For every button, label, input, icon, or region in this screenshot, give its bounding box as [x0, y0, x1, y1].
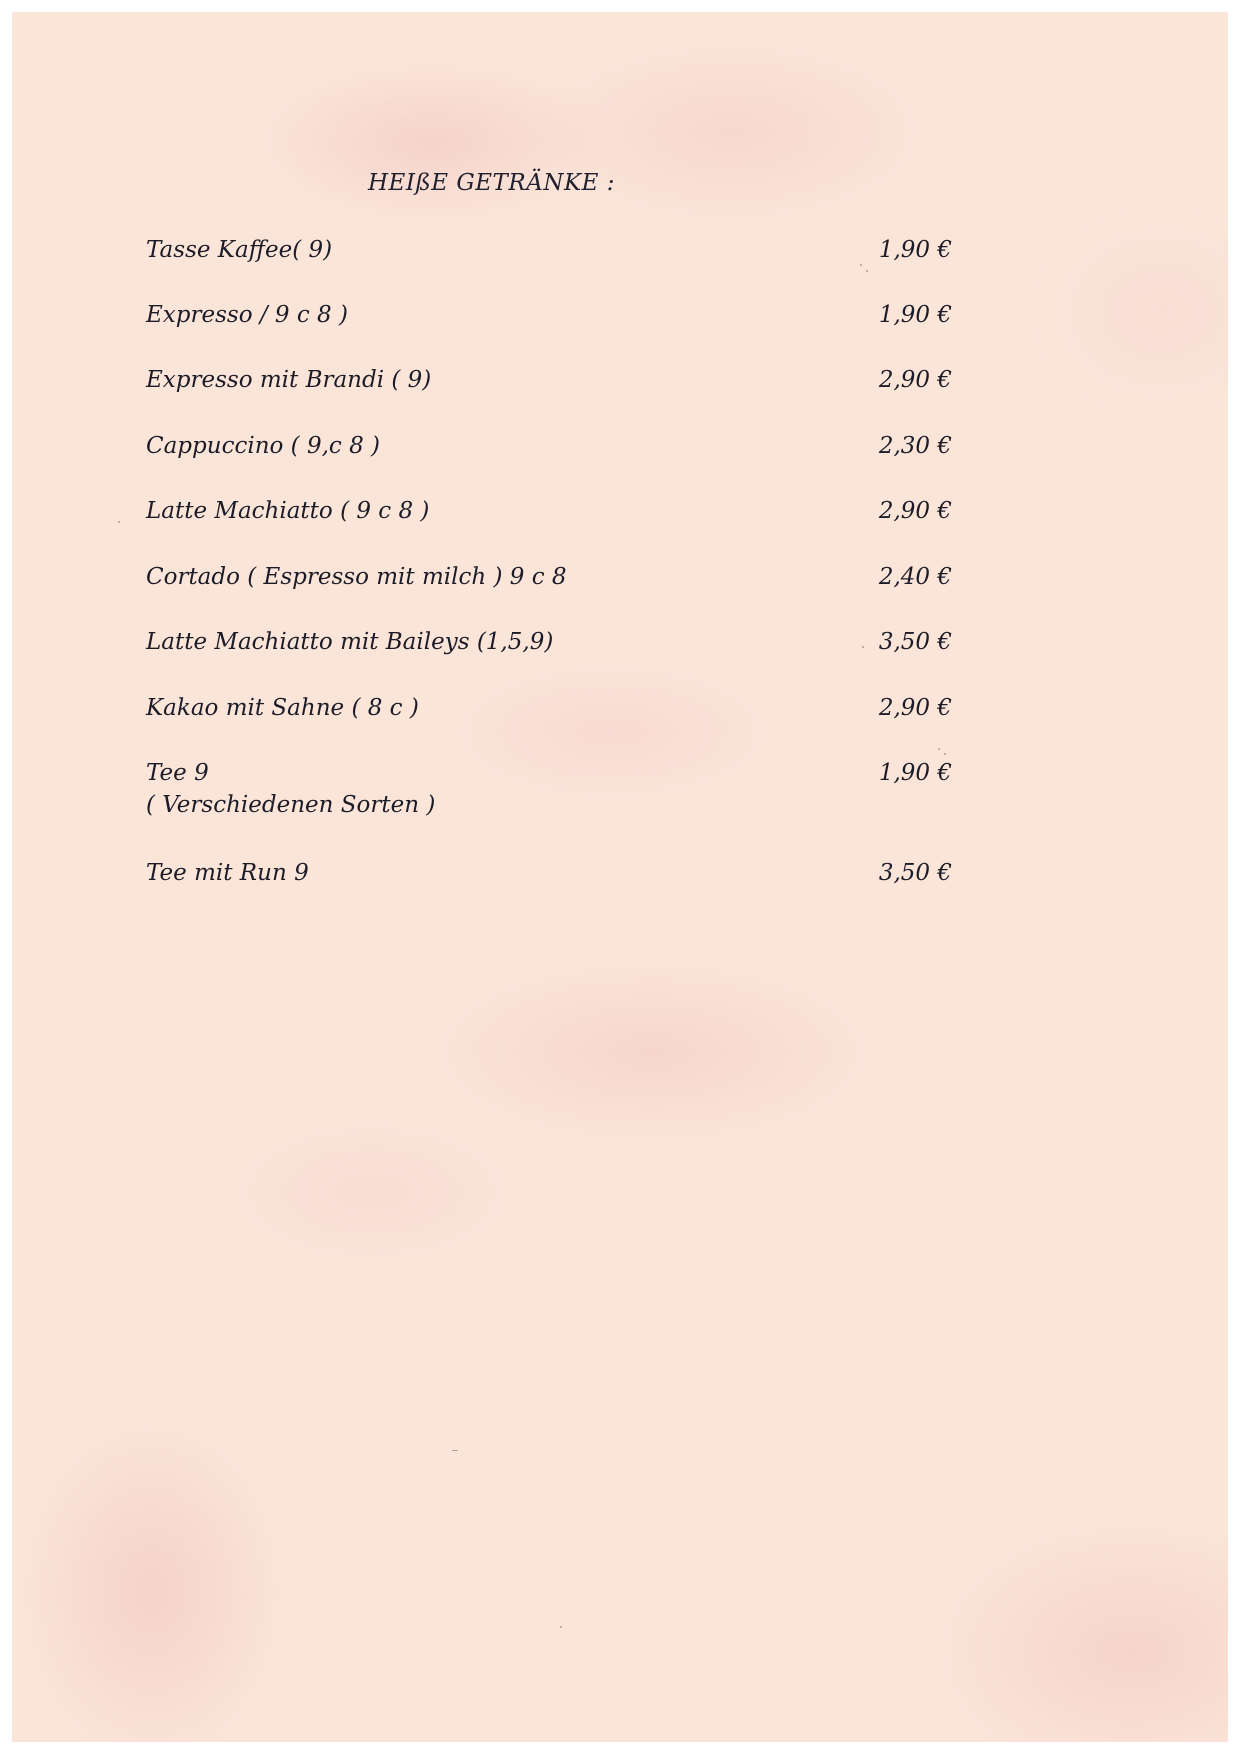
item-price: 2,90 €	[878, 367, 952, 393]
scan-speck	[944, 753, 946, 755]
item-price: 1,90 €	[878, 760, 952, 786]
item-name: Kakao mit Sahne ( 8 c )	[146, 695, 419, 721]
menu-title: HEIßE GETRÄNKE :	[368, 170, 615, 196]
item-price: 3,50 €	[878, 860, 952, 886]
item-price: 3,50 €	[878, 629, 952, 655]
item-price: 2,30 €	[878, 433, 952, 459]
item-name: Expresso mit Brandi ( 9)	[146, 367, 432, 393]
menu-item	[146, 495, 952, 527]
item-name: Expresso / 9 c 8 )	[146, 302, 348, 328]
item-price: 1,90 €	[878, 237, 952, 263]
item-name: Tee 9	[146, 760, 209, 786]
item-name-block	[146, 757, 435, 821]
item-price: 2,90 €	[878, 498, 952, 524]
item-name: Tasse Kaffee( 9)	[146, 237, 333, 263]
scan-speck	[452, 1450, 458, 1451]
item-name: Latte Machiatto mit Baileys (1,5,9)	[146, 629, 554, 655]
menu-item	[146, 692, 952, 724]
scan-speck	[860, 264, 862, 266]
scan-speck	[560, 1626, 562, 1628]
menu-item	[146, 626, 952, 658]
item-subtitle: ( Verschiedenen Sorten )	[146, 792, 436, 818]
item-name: Tee mit Run 9	[146, 860, 309, 886]
item-name: Cappuccino ( 9,c 8 )	[146, 433, 380, 459]
scan-speck	[938, 748, 940, 750]
scan-speck	[862, 646, 864, 648]
item-name: Cortado ( Espresso mit milch ) 9 c 8	[146, 564, 567, 590]
menu-item	[146, 857, 952, 889]
item-price: 2,40 €	[878, 564, 952, 590]
menu-item	[146, 234, 952, 266]
menu-item	[146, 364, 952, 396]
item-price: 2,90 €	[878, 695, 952, 721]
item-price: 1,90 €	[878, 302, 952, 328]
item-name: Latte Machiatto ( 9 c 8 )	[146, 498, 430, 524]
menu-item	[146, 757, 952, 821]
menu-item	[146, 561, 952, 593]
scan-speck	[866, 270, 868, 272]
scan-speck	[118, 521, 120, 523]
menu-item	[146, 430, 952, 462]
menu-item	[146, 299, 952, 331]
